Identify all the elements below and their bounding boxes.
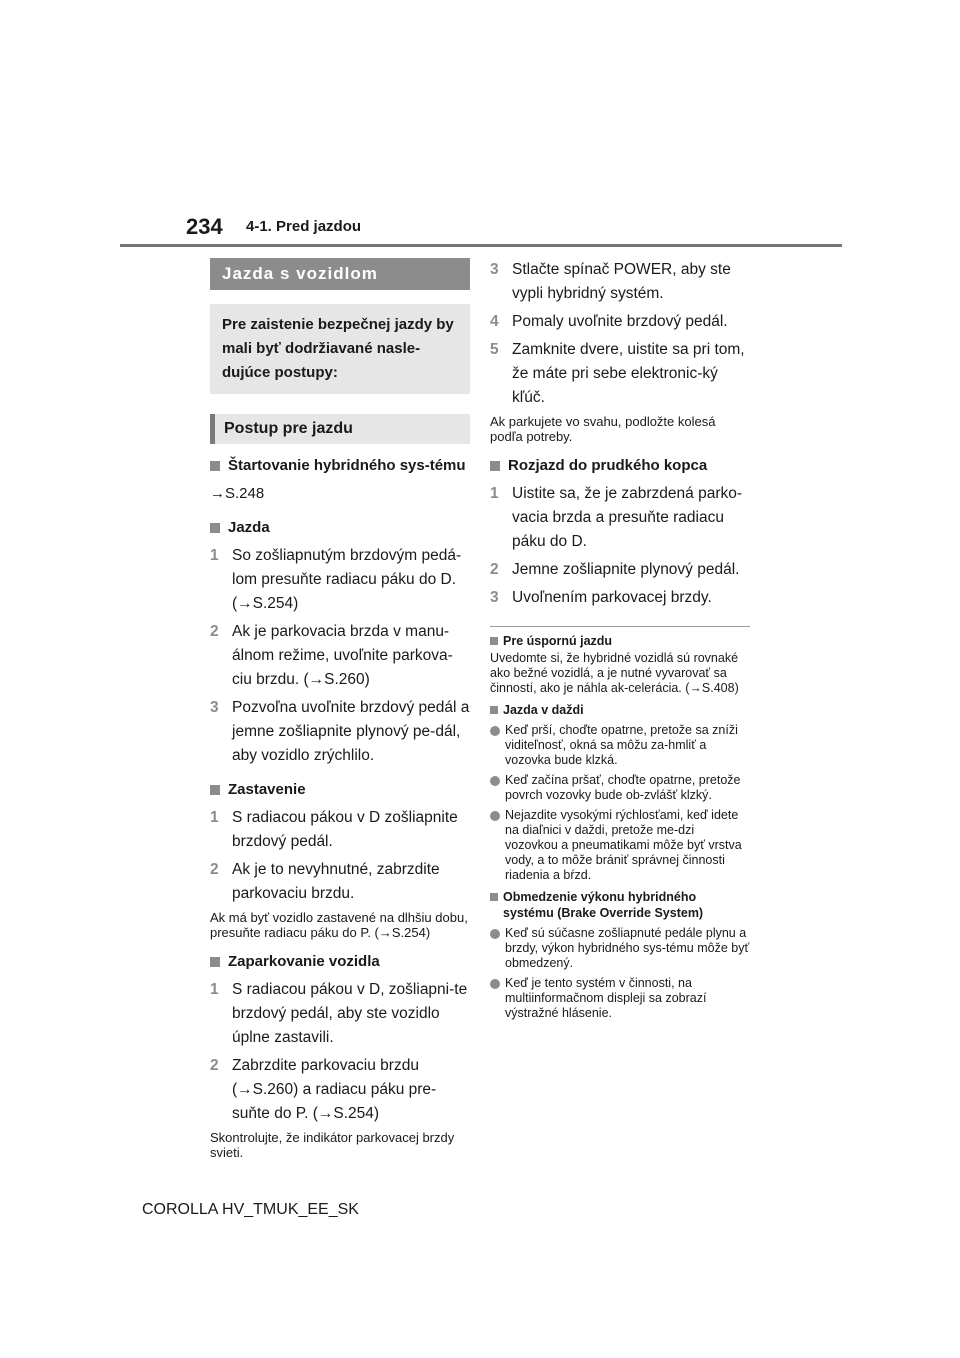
- bullet-text: Keď je tento systém v činnosti, na multiinformačnom displeji sa zobrazí výstražné hlásenie.: [505, 976, 707, 1020]
- step-item: [210, 978, 470, 1050]
- heading-rain: [490, 702, 750, 718]
- heading-text: Jazda v daždi: [503, 703, 584, 717]
- step-item: [490, 310, 750, 334]
- bullet-item: [490, 926, 750, 971]
- step-text: Uvoľnením parkovacej brzdy.: [512, 589, 712, 606]
- bullet-item: [490, 773, 750, 803]
- step-item: [490, 338, 750, 410]
- step-number: 3: [490, 261, 499, 278]
- heading-text: Rozjazd do prudkého kopca: [508, 457, 708, 474]
- circle-bullet-icon: [490, 979, 500, 989]
- right-column: [490, 258, 750, 1021]
- section-divider: [490, 626, 750, 627]
- page-reference: →S.248: [210, 485, 265, 502]
- heading-text: Zastavenie: [228, 781, 306, 798]
- step-number: 2: [210, 1057, 219, 1074]
- step-number: 2: [210, 623, 219, 640]
- heading-brake-override: [490, 889, 750, 921]
- heading-text: Obmedzenie výkonu hybridného systému (Brake Override System): [503, 890, 704, 920]
- square-bullet-icon: [490, 461, 500, 471]
- square-bullet-icon: [210, 461, 220, 471]
- step-item: [490, 258, 750, 306]
- paragraph: Uvedomte si, že hybridné vozidlá sú rovnaké ako bežné vozidlá, a je nutné vyvarovať sa činností, ako je náhla ak-celerácia. (→S.408): [490, 651, 739, 695]
- chapter-title: Jazda s vozidlom: [210, 258, 470, 290]
- circle-bullet-icon: [490, 776, 500, 786]
- bullet-text: Keď sú súčasne zošliapnuté pedále plynu a brzdy, výkon hybridného sys-tému môže byť obmedzený.: [505, 926, 750, 970]
- heading-text: Zaparkovanie vozidla: [228, 953, 380, 970]
- circle-bullet-icon: [490, 811, 500, 821]
- square-bullet-icon: [210, 957, 220, 967]
- bullet-item: [490, 808, 750, 883]
- bullet-item: [490, 723, 750, 768]
- note-text: Skontrolujte, že indikátor parkovacej brzdy svieti.: [210, 1130, 455, 1160]
- step-item: [210, 1054, 470, 1126]
- square-bullet-icon: [490, 637, 498, 645]
- footer-model-code: COROLLA HV_TMUK_EE_SK: [142, 1201, 359, 1218]
- step-number: 1: [210, 809, 219, 826]
- circle-bullet-icon: [490, 929, 500, 939]
- step-text: Stlačte spínač POWER, aby ste vypli hybridný systém.: [512, 261, 731, 302]
- square-bullet-icon: [490, 706, 498, 714]
- note-text: Ak má byť vozidlo zastavené na dlhšiu dobu, presuňte radiacu páku do P. (→S.254): [210, 910, 468, 940]
- heading-hill-start: [490, 454, 750, 478]
- heading-start: [210, 454, 470, 478]
- step-text: S radiacou pákou v D zošliapnite brzdový pedál.: [232, 809, 458, 850]
- heading-eco-driving: [490, 633, 750, 649]
- step-number: 4: [490, 313, 499, 330]
- step-number: 5: [490, 341, 499, 358]
- square-bullet-icon: [210, 785, 220, 795]
- heading-drive: [210, 516, 470, 540]
- step-item: [490, 558, 750, 582]
- square-bullet-icon: [210, 523, 220, 533]
- step-item: [210, 806, 470, 854]
- bullet-item: [490, 976, 750, 1021]
- step-number: 1: [210, 547, 219, 564]
- heading-text: Pre úspornú jazdu: [503, 634, 613, 648]
- step-item: [210, 696, 470, 768]
- step-text: Jemne zošliapnite plynový pedál.: [512, 561, 740, 578]
- square-bullet-icon: [490, 893, 498, 901]
- header-divider: [120, 244, 842, 247]
- circle-bullet-icon: [490, 726, 500, 736]
- step-text: Ak je parkovacia brzda v manu-álnom režime, uvoľnite parkova-ciu brzdu. (→S.260): [232, 623, 453, 688]
- step-number: 2: [210, 861, 219, 878]
- step-item: [490, 586, 750, 610]
- step-text: Ak je to nevyhnutné, zabrzdite parkovaciu brzdu.: [232, 861, 440, 902]
- heading-stop: [210, 778, 470, 802]
- step-item: [210, 544, 470, 616]
- bullet-text: Keď prší, choďte opatrne, pretože sa zníži viditeľnosť, okná sa môžu za-hmliť a vozovka bude klzká.: [505, 723, 738, 767]
- bullet-text: Keď začína pršať, choďte opatrne, pretože povrch vozovky bude ob-zvlášť klzký.: [505, 773, 741, 802]
- note-text: Ak parkujete vo svahu, podložte kolesá podľa potreby.: [490, 414, 716, 444]
- step-text: Pomaly uvoľnite brzdový pedál.: [512, 313, 728, 330]
- step-number: 1: [490, 485, 499, 502]
- step-item: [210, 858, 470, 906]
- step-item: [490, 482, 750, 554]
- step-text: Zabrzdite parkovaciu brzdu (→S.260) a radiacu páku pre-suňte do P. (→S.254): [232, 1057, 437, 1122]
- step-text: So zošliapnutým brzdovým pedá-lom presuňte radiacu páku do D. (→S.254): [232, 547, 462, 612]
- step-text: Pozvoľna uvoľnite brzdový pedál a jemne zošliapnite plynový pe-dál, aby vozidlo zrýchlilo.: [232, 699, 470, 764]
- bullet-text: Nejazdite vysokými rýchlosťami, keď idete na diaľnici v daždi, pretože me-dzi vozovkou a pneumatikami môže byť vrstva vody, a to môže brániť správnej činnosti riadenia a bŕzd.: [505, 808, 742, 882]
- heading-text: Štartovanie hybridného sys-tému: [228, 457, 466, 474]
- step-number: 3: [210, 699, 219, 716]
- subsection-title: Postup pre jazdu: [210, 414, 470, 444]
- step-number: 2: [490, 561, 499, 578]
- heading-park: [210, 950, 470, 974]
- left-column: [210, 258, 470, 1160]
- step-number: 1: [210, 981, 219, 998]
- section-label: 4-1. Pred jazdou: [246, 218, 362, 235]
- step-text: Uistite sa, že je zabrzdená parko-vacia brzda a presuňte radiacu páku do D.: [512, 485, 743, 550]
- page-number: 234: [186, 214, 223, 239]
- step-number: 3: [490, 589, 499, 606]
- step-item: [210, 620, 470, 692]
- intro-box: Pre zaistenie bezpečnej jazdy by mali byť dodržiavané nasle-dujúce postupy:: [210, 304, 470, 394]
- heading-text: Jazda: [228, 519, 270, 536]
- step-text: Zamknite dvere, uistite sa pri tom, že máte pri sebe elektronic-ký kľúč.: [512, 341, 745, 406]
- step-text: S radiacou pákou v D, zošliapni-te brzdový pedál, aby ste vozidlo úplne zastavili.: [232, 981, 468, 1046]
